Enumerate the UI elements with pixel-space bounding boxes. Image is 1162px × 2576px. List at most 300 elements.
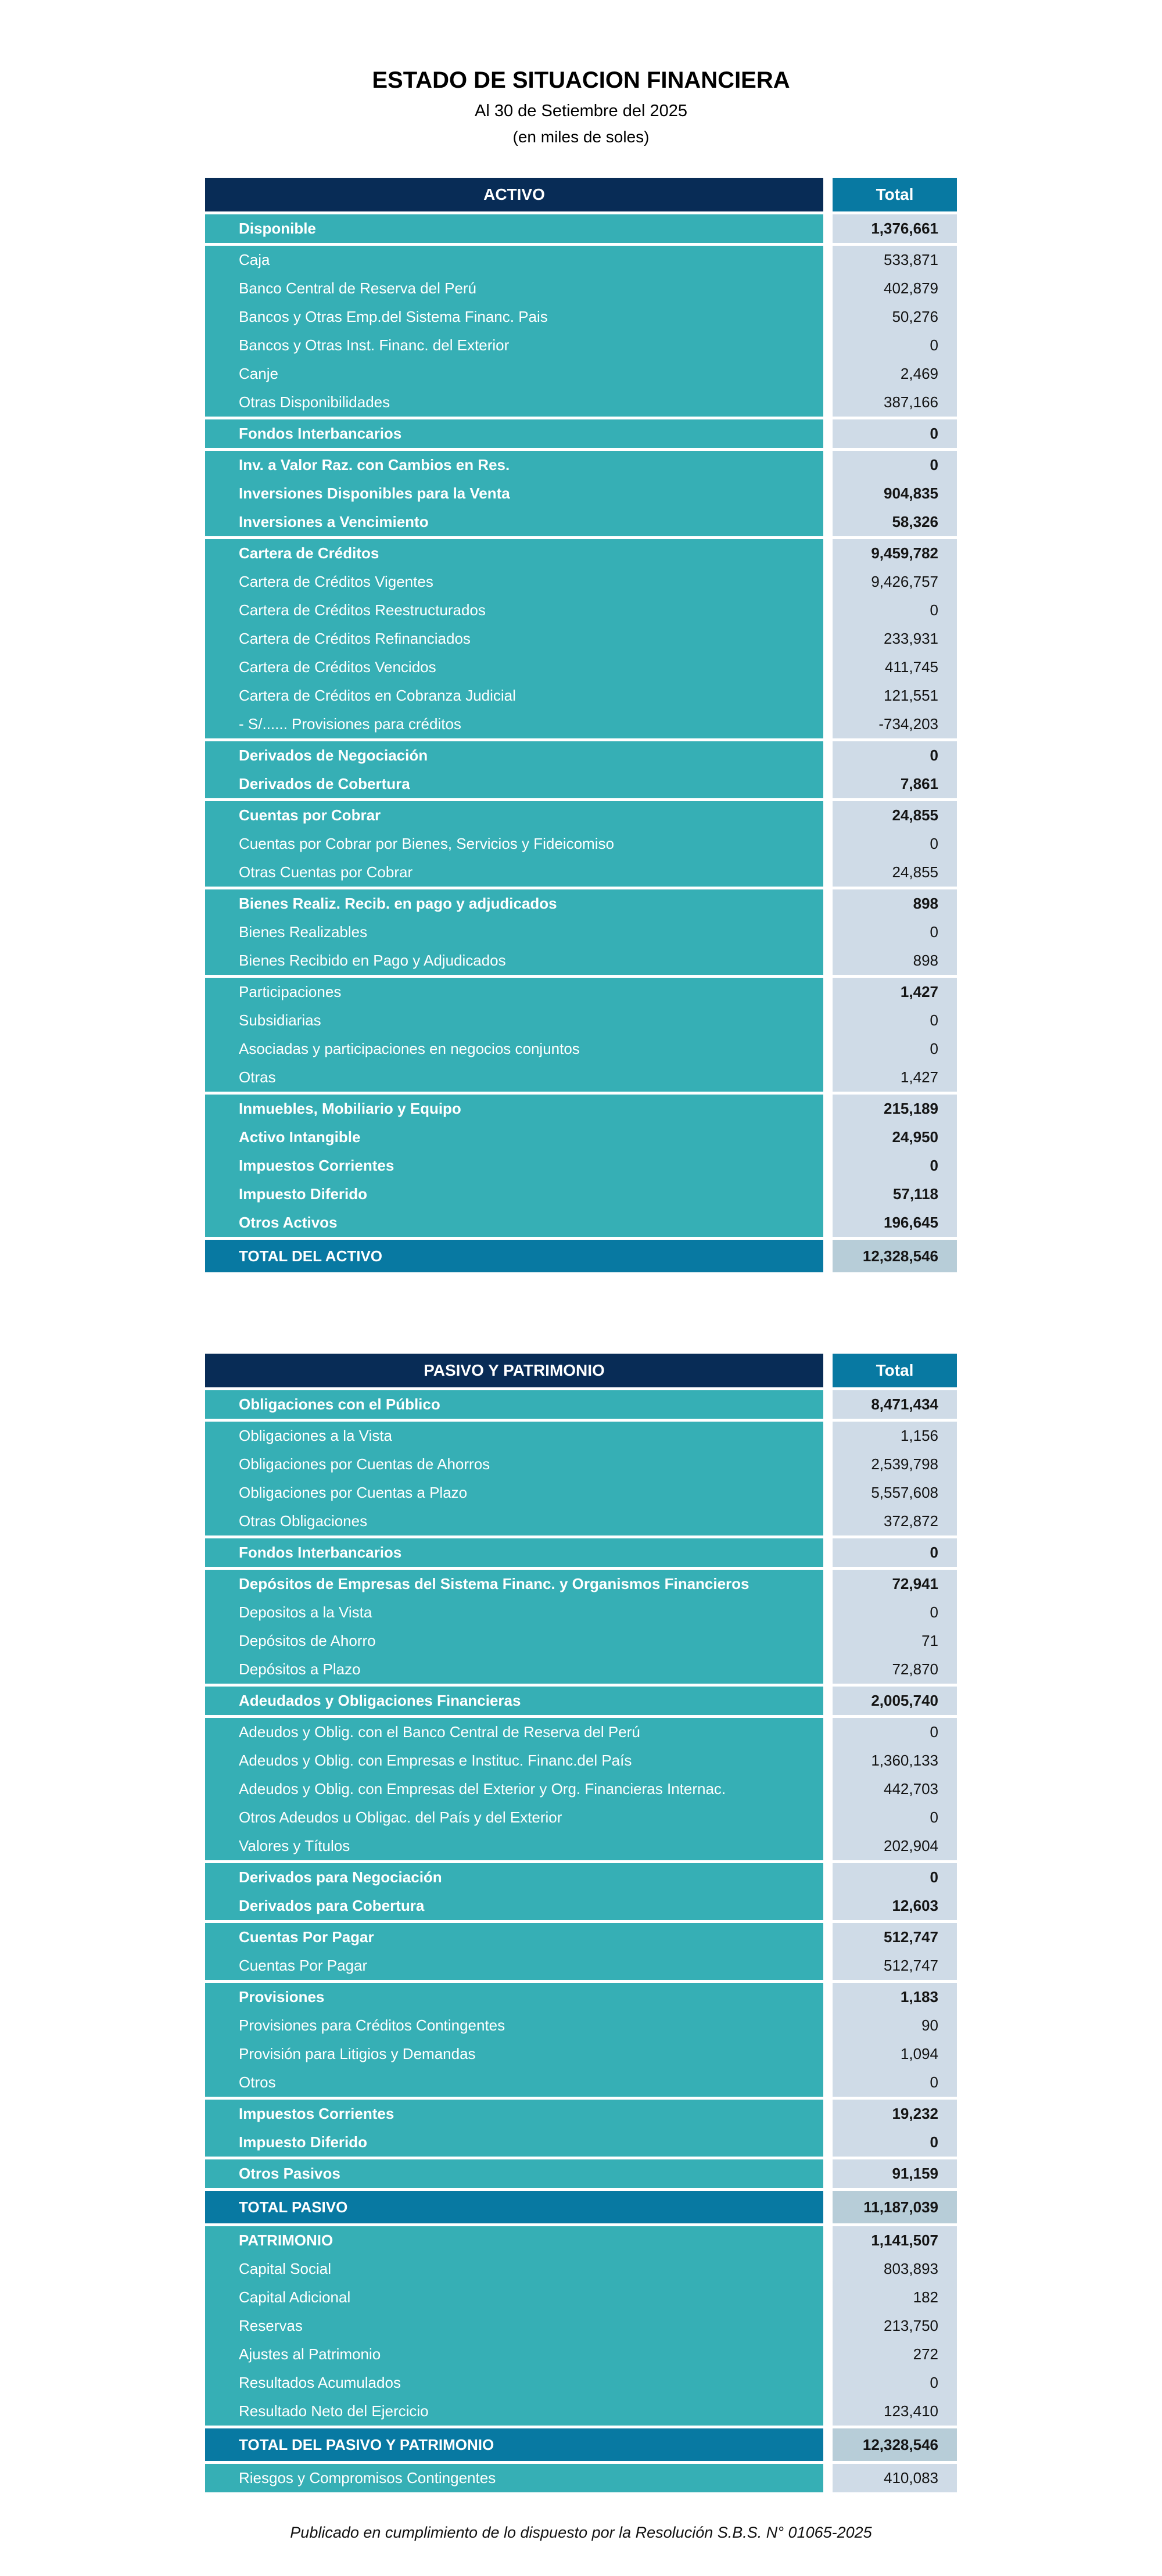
row-label: Capital Social: [205, 2255, 823, 2283]
unit-note: (en miles de soles): [512, 128, 650, 146]
table-row: [205, 479, 957, 508]
table-row: [205, 1627, 957, 1655]
row-group: [205, 1422, 957, 1535]
column-gap: [823, 1479, 833, 1507]
table-row: [205, 2011, 957, 2040]
row-value: 72,870: [833, 1655, 957, 1684]
table-row: [205, 801, 957, 830]
row-label: Adeudados y Obligaciones Financieras: [205, 1687, 823, 1715]
row-value: 411,745: [833, 653, 957, 681]
column-gap: [823, 1123, 833, 1151]
row-value: 0: [833, 2128, 957, 2157]
table-row: [205, 2159, 957, 2188]
table-header-row: [205, 178, 957, 211]
column-gap: [823, 1655, 833, 1684]
row-value: 0: [833, 1006, 957, 1035]
row-label: Otras Disponibilidades: [205, 388, 823, 417]
row-label: Bienes Realizables: [205, 918, 823, 946]
row-value: 0: [833, 596, 957, 625]
column-gap: [823, 889, 833, 918]
row-label: Obligaciones por Cuentas de Ahorros: [205, 1450, 823, 1479]
row-label: Otros Activos: [205, 1208, 823, 1237]
row-label: Depósitos a Plazo: [205, 1655, 823, 1684]
column-gap: [823, 1450, 833, 1479]
column-gap: [823, 1983, 833, 2011]
row-value: 402,879: [833, 274, 957, 303]
table-header-label: PASIVO Y PATRIMONIO: [205, 1354, 823, 1387]
row-label: TOTAL DEL PASIVO Y PATRIMONIO: [205, 2428, 823, 2461]
row-label: Otros Adeudos u Obligac. del País y del Exterior: [205, 1803, 823, 1832]
row-label: Cartera de Créditos en Cobranza Judicial: [205, 681, 823, 710]
row-label: Resultado Neto del Ejercicio: [205, 2397, 823, 2426]
column-gap: [823, 2369, 833, 2397]
pasivo-patrimonio-table: [205, 1354, 957, 2492]
row-label: Cuentas por Cobrar por Bienes, Servicios y Fideicomiso: [205, 830, 823, 858]
row-group: [205, 1095, 957, 1237]
row-value: 12,603: [833, 1892, 957, 1920]
column-gap: [823, 2428, 833, 2461]
column-gap: [823, 801, 833, 830]
row-value: 372,872: [833, 1507, 957, 1535]
row-value: 2,005,740: [833, 1687, 957, 1715]
row-value: 12,328,546: [833, 1240, 957, 1272]
document-header: [0, 0, 1162, 146]
row-label: Provisión para Litigios y Demandas: [205, 2040, 823, 2068]
column-gap: [823, 1354, 833, 1387]
column-gap: [823, 830, 833, 858]
row-label: Depósitos de Ahorro: [205, 1627, 823, 1655]
row-value: 1,183: [833, 1983, 957, 2011]
table-row: [205, 681, 957, 710]
table-header-label: ACTIVO: [205, 178, 823, 211]
row-value: 0: [833, 2369, 957, 2397]
row-value: 2,539,798: [833, 1450, 957, 1479]
column-gap: [823, 2283, 833, 2312]
column-gap: [823, 918, 833, 946]
row-value: 71: [833, 1627, 957, 1655]
row-group: [205, 1923, 957, 1980]
table-row: [205, 625, 957, 653]
table-row: [205, 1923, 957, 1951]
row-group: [205, 1240, 957, 1272]
table-row: [205, 2312, 957, 2340]
row-label: Adeudos y Oblig. con el Banco Central de Reserva del Perú: [205, 1718, 823, 1746]
table-row: [205, 1240, 957, 1272]
row-label: Capital Adicional: [205, 2283, 823, 2312]
row-value: 24,950: [833, 1123, 957, 1151]
column-gap: [823, 1746, 833, 1775]
row-label: Bienes Recibido en Pago y Adjudicados: [205, 946, 823, 975]
column-gap: [823, 331, 833, 360]
row-label: Depósitos de Empresas del Sistema Financ. y Organismos Financieros: [205, 1570, 823, 1598]
row-label: Bancos y Otras Emp.del Sistema Financ. Pais: [205, 303, 823, 331]
row-label: Cartera de Créditos Reestructurados: [205, 596, 823, 625]
row-label: Derivados de Cobertura: [205, 770, 823, 798]
column-gap: [823, 246, 833, 274]
row-value: 2,469: [833, 360, 957, 388]
table-row: [205, 508, 957, 536]
table-row: [205, 2283, 957, 2312]
column-gap: [823, 1006, 833, 1035]
table-row: [205, 1951, 957, 1980]
row-value: 0: [833, 918, 957, 946]
row-group: [205, 2191, 957, 2223]
row-label: Cartera de Créditos: [205, 539, 823, 568]
table-row: [205, 2128, 957, 2157]
table-row: [205, 388, 957, 417]
table-row: [205, 1390, 957, 1419]
row-label: TOTAL DEL ACTIVO: [205, 1240, 823, 1272]
column-gap: [823, 451, 833, 479]
table-row: [205, 331, 957, 360]
column-gap: [823, 2191, 833, 2223]
row-value: 904,835: [833, 479, 957, 508]
column-gap: [823, 946, 833, 975]
column-gap: [823, 1951, 833, 1980]
table-row: [205, 274, 957, 303]
table-row: [205, 1035, 957, 1063]
table-row: [205, 2255, 957, 2283]
table-row: [205, 1892, 957, 1920]
row-value: 182: [833, 2283, 957, 2312]
row-label: Inmuebles, Mobiliario y Equipo: [205, 1095, 823, 1123]
row-label: Adeudos y Oblig. con Empresas del Exterior y Org. Financieras Internac.: [205, 1775, 823, 1803]
row-group: [205, 2428, 957, 2461]
table-row: [205, 830, 957, 858]
row-value: 0: [833, 1598, 957, 1627]
column-gap: [823, 741, 833, 770]
table-row: [205, 1450, 957, 1479]
row-group: [205, 214, 957, 243]
row-label: Valores y Títulos: [205, 1832, 823, 1860]
table-header-row: [205, 1354, 957, 1387]
table-row: [205, 2340, 957, 2369]
table-row: [205, 1208, 957, 1237]
column-gap: [823, 1923, 833, 1951]
column-gap: [823, 978, 833, 1006]
column-gap: [823, 1892, 833, 1920]
table-row: [205, 1718, 957, 1746]
column-gap: [823, 1627, 833, 1655]
row-value: 9,459,782: [833, 539, 957, 568]
row-value: 1,427: [833, 978, 957, 1006]
page-title: ESTADO DE SITUACION FINANCIERA: [372, 67, 790, 93]
row-value: 196,645: [833, 1208, 957, 1237]
column-gap: [823, 1422, 833, 1450]
row-value: 0: [833, 1538, 957, 1567]
column-gap: [823, 596, 833, 625]
row-label: Canje: [205, 360, 823, 388]
column-gap: [823, 1863, 833, 1892]
row-value: 72,941: [833, 1570, 957, 1598]
row-value: 1,156: [833, 1422, 957, 1450]
column-gap: [823, 2226, 833, 2255]
row-group: [205, 539, 957, 738]
row-label: Reservas: [205, 2312, 823, 2340]
row-group: [205, 801, 957, 887]
row-value: 442,703: [833, 1775, 957, 1803]
row-label: Obligaciones con el Público: [205, 1390, 823, 1419]
table-row: [205, 1006, 957, 1035]
row-value: 233,931: [833, 625, 957, 653]
column-gap: [823, 1390, 833, 1419]
table-header-total: Total: [833, 1354, 957, 1387]
column-gap: [823, 1507, 833, 1535]
table-row: [205, 214, 957, 243]
table-row: [205, 978, 957, 1006]
row-label: Bancos y Otras Inst. Financ. del Exterior: [205, 331, 823, 360]
row-value: 213,750: [833, 2312, 957, 2340]
row-label: Impuestos Corrientes: [205, 1151, 823, 1180]
table-row: [205, 2100, 957, 2128]
row-label: Inversiones a Vencimiento: [205, 508, 823, 536]
table-row: [205, 246, 957, 274]
column-gap: [823, 1035, 833, 1063]
row-value: -734,203: [833, 710, 957, 738]
row-label: Riesgos y Compromisos Contingentes: [205, 2464, 823, 2492]
row-label: Cartera de Créditos Refinanciados: [205, 625, 823, 653]
column-gap: [823, 2040, 833, 2068]
row-value: 57,118: [833, 1180, 957, 1208]
row-label: Resultados Acumulados: [205, 2369, 823, 2397]
row-group: [205, 2159, 957, 2188]
column-gap: [823, 479, 833, 508]
row-value: 5,557,608: [833, 1479, 957, 1507]
row-label: Fondos Interbancarios: [205, 419, 823, 448]
column-gap: [823, 681, 833, 710]
row-value: 121,551: [833, 681, 957, 710]
row-label: Impuesto Diferido: [205, 1180, 823, 1208]
column-gap: [823, 1095, 833, 1123]
table-row: [205, 653, 957, 681]
document-footer: [0, 2524, 1162, 2542]
column-gap: [823, 2128, 833, 2157]
row-value: 9,426,757: [833, 568, 957, 596]
table-header-total: Total: [833, 178, 957, 211]
row-value: 1,376,661: [833, 214, 957, 243]
row-group: [205, 2464, 957, 2492]
row-label: Provisiones para Créditos Contingentes: [205, 2011, 823, 2040]
row-value: 91,159: [833, 2159, 957, 2188]
column-gap: [823, 2255, 833, 2283]
column-gap: [823, 2159, 833, 2188]
column-gap: [823, 568, 833, 596]
table-row: [205, 451, 957, 479]
column-gap: [823, 274, 833, 303]
table-row: [205, 1775, 957, 1803]
row-group: [205, 1718, 957, 1860]
table-row: [205, 1538, 957, 1567]
column-gap: [823, 360, 833, 388]
column-gap: [823, 1570, 833, 1598]
row-value: 512,747: [833, 1923, 957, 1951]
column-gap: [823, 1718, 833, 1746]
row-group: [205, 246, 957, 417]
row-label: Cuentas por Cobrar: [205, 801, 823, 830]
table-row: [205, 1655, 957, 1684]
table-row: [205, 360, 957, 388]
row-label: Participaciones: [205, 978, 823, 1006]
table-row: [205, 770, 957, 798]
row-value: 0: [833, 2068, 957, 2097]
row-label: Otros: [205, 2068, 823, 2097]
table-row: [205, 1479, 957, 1507]
table-row: [205, 2428, 957, 2461]
column-gap: [823, 178, 833, 211]
row-label: Impuestos Corrientes: [205, 2100, 823, 2128]
row-label: PATRIMONIO: [205, 2226, 823, 2255]
table-row: [205, 2397, 957, 2426]
row-group: [205, 2226, 957, 2426]
row-value: 1,141,507: [833, 2226, 957, 2255]
column-gap: [823, 214, 833, 243]
row-value: 387,166: [833, 388, 957, 417]
row-label: Cuentas Por Pagar: [205, 1951, 823, 1980]
row-group: [205, 419, 957, 448]
column-gap: [823, 1803, 833, 1832]
column-gap: [823, 1180, 833, 1208]
row-value: 0: [833, 1035, 957, 1063]
row-value: 0: [833, 1718, 957, 1746]
row-label: Bienes Realiz. Recib. en pago y adjudicados: [205, 889, 823, 918]
table-row: [205, 1180, 957, 1208]
row-value: 0: [833, 741, 957, 770]
column-gap: [823, 388, 833, 417]
row-label: Disponible: [205, 214, 823, 243]
row-value: 898: [833, 946, 957, 975]
table-row: [205, 2040, 957, 2068]
row-label: Asociadas y participaciones en negocios conjuntos: [205, 1035, 823, 1063]
row-value: 533,871: [833, 246, 957, 274]
table-row: [205, 1863, 957, 1892]
row-group: [205, 741, 957, 798]
row-value: 0: [833, 1803, 957, 1832]
row-value: 215,189: [833, 1095, 957, 1123]
table-row: [205, 710, 957, 738]
table-row: [205, 1570, 957, 1598]
row-value: 123,410: [833, 2397, 957, 2426]
row-value: 50,276: [833, 303, 957, 331]
column-gap: [823, 1538, 833, 1567]
row-value: 1,360,133: [833, 1746, 957, 1775]
row-label: Fondos Interbancarios: [205, 1538, 823, 1567]
row-label: Depositos a la Vista: [205, 1598, 823, 1627]
row-label: Derivados para Negociación: [205, 1863, 823, 1892]
row-value: 512,747: [833, 1951, 957, 1980]
row-label: Caja: [205, 246, 823, 274]
row-group: [205, 889, 957, 975]
table-row: [205, 2068, 957, 2097]
column-gap: [823, 1240, 833, 1272]
table-row: [205, 1983, 957, 2011]
row-value: 1,427: [833, 1063, 957, 1092]
column-gap: [823, 1775, 833, 1803]
row-label: Inversiones Disponibles para la Venta: [205, 479, 823, 508]
table-row: [205, 1746, 957, 1775]
column-gap: [823, 1063, 833, 1092]
row-group: [205, 1538, 957, 1567]
row-label: Cuentas Por Pagar: [205, 1923, 823, 1951]
row-label: Obligaciones por Cuentas a Plazo: [205, 1479, 823, 1507]
table-row: [205, 2464, 957, 2492]
table-row: [205, 889, 957, 918]
page-subtitle: Al 30 de Setiembre del 2025: [475, 102, 687, 120]
row-label: Cartera de Créditos Vencidos: [205, 653, 823, 681]
column-gap: [823, 1151, 833, 1180]
column-gap: [823, 1598, 833, 1627]
row-value: 0: [833, 451, 957, 479]
row-label: Otros Pasivos: [205, 2159, 823, 2188]
row-label: Cartera de Créditos Vigentes: [205, 568, 823, 596]
row-label: Activo Intangible: [205, 1123, 823, 1151]
row-value: 0: [833, 1863, 957, 1892]
row-value: 11,187,039: [833, 2191, 957, 2223]
row-value: 0: [833, 419, 957, 448]
row-value: 19,232: [833, 2100, 957, 2128]
row-label: Inv. a Valor Raz. con Cambios en Res.: [205, 451, 823, 479]
row-value: 24,855: [833, 801, 957, 830]
table-row: [205, 946, 957, 975]
table-row: [205, 303, 957, 331]
row-value: 1,094: [833, 2040, 957, 2068]
table-row: [205, 2226, 957, 2255]
row-value: 898: [833, 889, 957, 918]
row-label: Obligaciones a la Vista: [205, 1422, 823, 1450]
row-value: 90: [833, 2011, 957, 2040]
column-gap: [823, 1832, 833, 1860]
table-row: [205, 596, 957, 625]
column-gap: [823, 508, 833, 536]
table-row: [205, 539, 957, 568]
table-row: [205, 1803, 957, 1832]
table-row: [205, 1598, 957, 1627]
table-row: [205, 2191, 957, 2223]
row-value: 7,861: [833, 770, 957, 798]
row-label: Derivados para Cobertura: [205, 1892, 823, 1920]
table-row: [205, 1687, 957, 1715]
table-row: [205, 918, 957, 946]
row-label: - S/...... Provisiones para créditos: [205, 710, 823, 738]
column-gap: [823, 2100, 833, 2128]
row-group: [205, 2100, 957, 2157]
column-gap: [823, 303, 833, 331]
row-group: [205, 978, 957, 1092]
row-label: Banco Central de Reserva del Perú: [205, 274, 823, 303]
row-label: Derivados de Negociación: [205, 741, 823, 770]
row-value: 272: [833, 2340, 957, 2369]
column-gap: [823, 710, 833, 738]
table-row: [205, 1832, 957, 1860]
column-gap: [823, 1687, 833, 1715]
table-row: [205, 2369, 957, 2397]
row-group: [205, 1983, 957, 2097]
table-row: [205, 741, 957, 770]
row-label: Subsidiarias: [205, 1006, 823, 1035]
column-gap: [823, 770, 833, 798]
row-label: Provisiones: [205, 1983, 823, 2011]
row-value: 0: [833, 331, 957, 360]
activo-table: [205, 178, 957, 1272]
column-gap: [823, 1208, 833, 1237]
column-gap: [823, 2068, 833, 2097]
row-label: TOTAL PASIVO: [205, 2191, 823, 2223]
table-row: [205, 858, 957, 887]
table-row: [205, 1095, 957, 1123]
row-value: 58,326: [833, 508, 957, 536]
row-label: Adeudos y Oblig. con Empresas e Instituc. Financ.del País: [205, 1746, 823, 1775]
row-group: [205, 1863, 957, 1920]
row-value: 803,893: [833, 2255, 957, 2283]
